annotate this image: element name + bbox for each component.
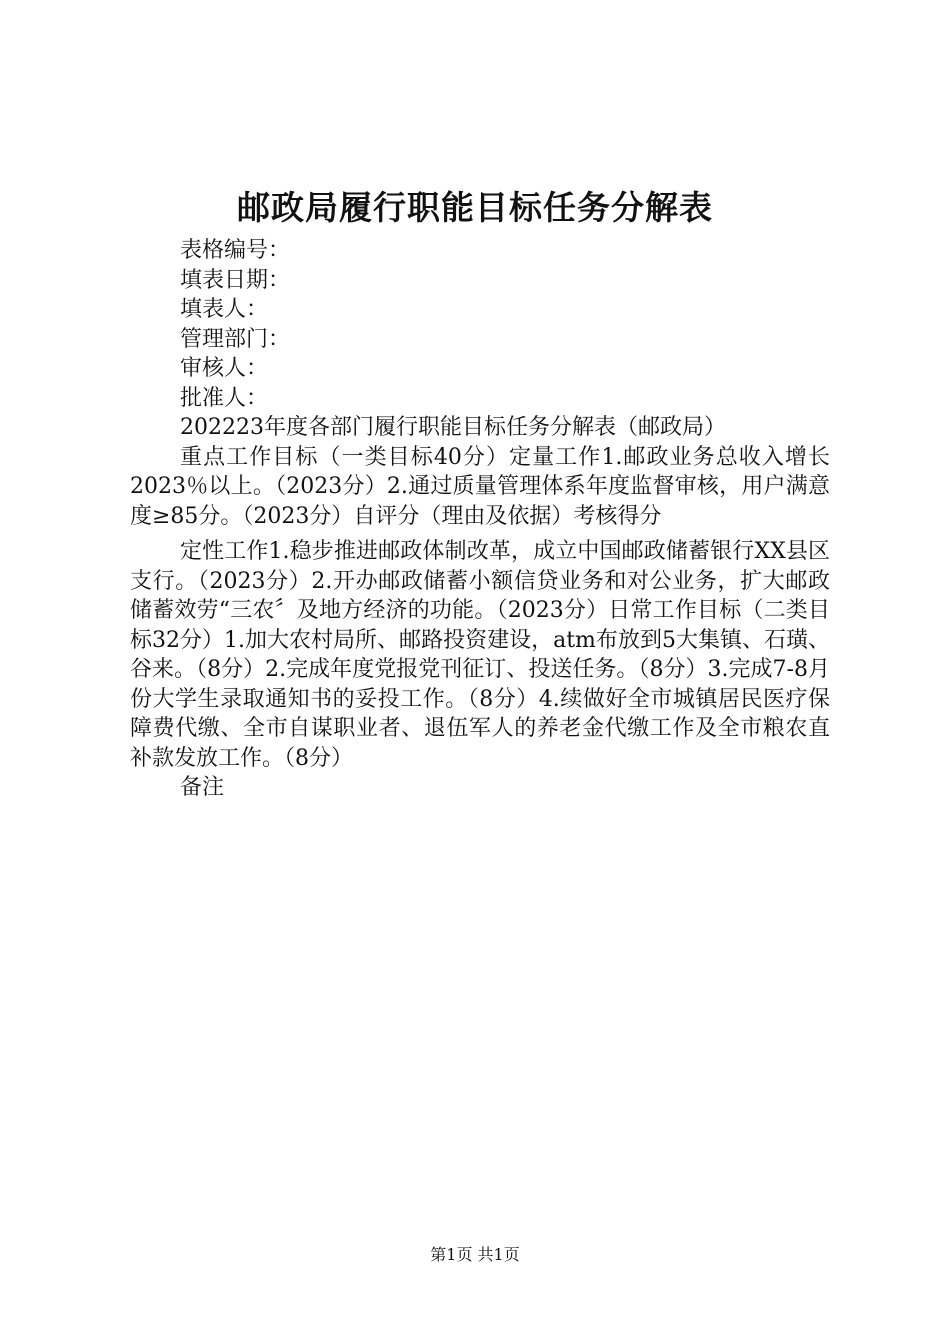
paragraph-qualitative-work: 定性工作1.稳步推进邮政体制改革，成立中国邮政储蓄银行XX县区支行。（2023分）2.开办邮政储蓄小额信贷业务和对公业务，扩大邮政储蓄效劳“三农〞及地方经济的功能。（2023分）日常工作目标（二类目标32分）1.加大农村局所、邮路投资建设，atm布放到5大集镇、石璜、谷来。（8分）2.完成年度党报党刊征订、投送任务。（8分）3.完成7-8月份大学生录取通知书的妥投工作。（8分）4.续做好全市城镇居民医疗保障费代缴、全市自谋职业者、退伍军人的养老金代缴工作及全市粮农直补款发放工作。（8分） [130, 539, 830, 771]
field-approver: 批准人： [180, 385, 269, 411]
paragraph-key-targets: 重点工作目标（一类目标40分）定量工作1.邮政业务总收入增长2023％以上。（2023分）2.通过质量管理体系年度监督审核，用户满意度≥85分。（2023分）自评分（理由及依据）考核得分 [130, 444, 830, 529]
field-fill-date: 填表日期： [180, 267, 291, 293]
document-body [130, 236, 830, 803]
field-reviewer: 审核人： [180, 356, 269, 381]
page-footer: 第1页 共1页 [430, 1245, 520, 1264]
field-form-number: 表格编号： [180, 238, 291, 263]
document-title: 邮政局履行职能目标任务分解表 [237, 188, 713, 227]
field-filler: 填表人： [180, 297, 269, 322]
field-department: 管理部门： [180, 326, 291, 352]
remarks-label: 备注 [180, 775, 225, 800]
table-heading-line: 202223年度各部门履行职能目标任务分解表（邮政局） [180, 415, 726, 440]
